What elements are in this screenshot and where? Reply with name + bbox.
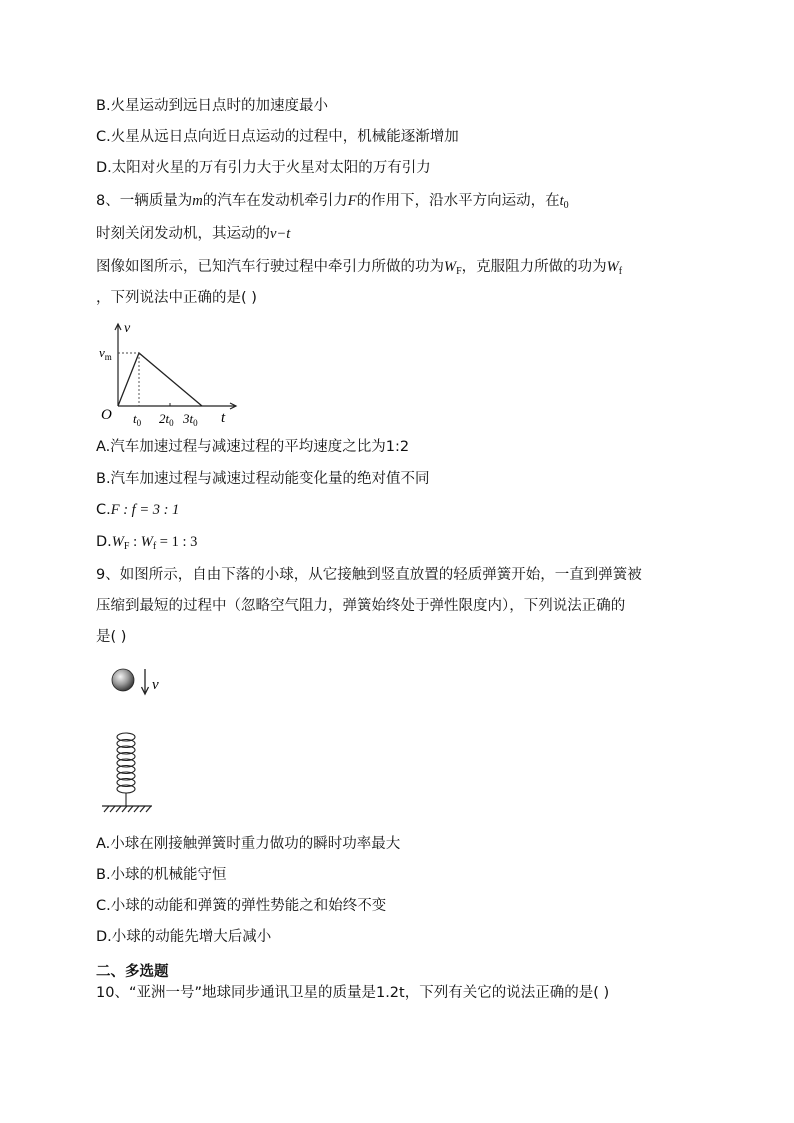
var-vt: v−t	[270, 226, 291, 242]
tick-label-3t0: $3t_0$	[183, 411, 198, 428]
vt-line	[118, 353, 202, 406]
ball	[112, 669, 134, 691]
q8-option-d: $D.W_F$ : $W_f = 1$ : 3	[96, 534, 198, 552]
q9-stem-line2: 压缩到最短的过程中（忽略空气阻力，弹簧始终处于弹性限度内），下列说法正确的	[96, 598, 626, 614]
q9-stem-line1: 9、如图所示，自由下落的小球，从它接触到竖直放置的轻质弹簧开始，一直到弹簧被	[96, 567, 642, 583]
ratio-F-f: F : f = 3 : 1	[110, 502, 180, 518]
q9-stem-line3: 是( )	[96, 629, 127, 645]
tick-label-2t0: $2t_0$	[159, 411, 174, 428]
q9-option-d: D.小球的动能先增大后减小	[96, 929, 272, 945]
v-axis-label: v	[124, 321, 131, 336]
q7-option-d: D.太阳对火星的万有引力大于火星对太阳的万有引力	[96, 160, 431, 176]
q9-option-a: A.小球在刚接触弹簧时重力做功的瞬时功率最大	[96, 836, 401, 852]
q10-stem: 10、“亚洲一号”地球同步通讯卫星的质量是1.2t，下列有关它的说法正确的是( )	[96, 985, 610, 1001]
tick-label-t0: $t_0$	[133, 411, 142, 428]
q7-option-c: C.火星从远日点向近日点运动的过程中，机械能逐渐增加	[96, 129, 459, 145]
vm-label: $v_m$	[99, 345, 112, 362]
q9-option-b: B.小球的机械能守恒	[96, 867, 227, 883]
var-m: m	[192, 193, 203, 209]
q8-option-b: B.汽车加速过程与减速过程动能变化量的绝对值不同	[96, 471, 430, 487]
q8-option-c: C.F : f = 3 : 1	[96, 502, 180, 518]
q8-stem-line1: 8、一辆质量为m的汽车在发动机牵引力F的作用下，沿水平方向运动，在$t_0$	[96, 193, 569, 211]
var-F: F	[347, 193, 357, 209]
section-heading-multiple-choice: 二、多选题	[96, 964, 169, 980]
origin-label: O	[101, 407, 112, 423]
ball-spring-figure	[96, 660, 196, 825]
q8-option-a: A.汽车加速过程与减速过程的平均速度之比为1:2	[96, 439, 410, 455]
t-axis-label: t	[221, 410, 226, 426]
q8-stem-line3: 图像如图所示，已知汽车行驶过程中牵引力所做的功为$W_F$，克服阻力所做的功为$W_f$	[96, 259, 623, 277]
q9-option-c: C.小球的动能和弹簧的弹性势能之和始终不变	[96, 898, 387, 914]
ground	[102, 806, 152, 812]
q7-option-b: B.火星运动到远日点时的加速度最小	[96, 98, 329, 114]
var-t0: t	[559, 193, 564, 209]
var-WF: W	[444, 259, 457, 275]
spring-coil	[117, 733, 135, 806]
q8-stem-line4: ，下列说法中正确的是( )	[96, 290, 257, 306]
velocity-label: v	[152, 677, 159, 693]
q8-stem-line2: 时刻关闭发动机，其运动的v−t	[96, 226, 291, 242]
var-Wf: W	[606, 259, 619, 275]
vt-graph	[96, 318, 246, 430]
